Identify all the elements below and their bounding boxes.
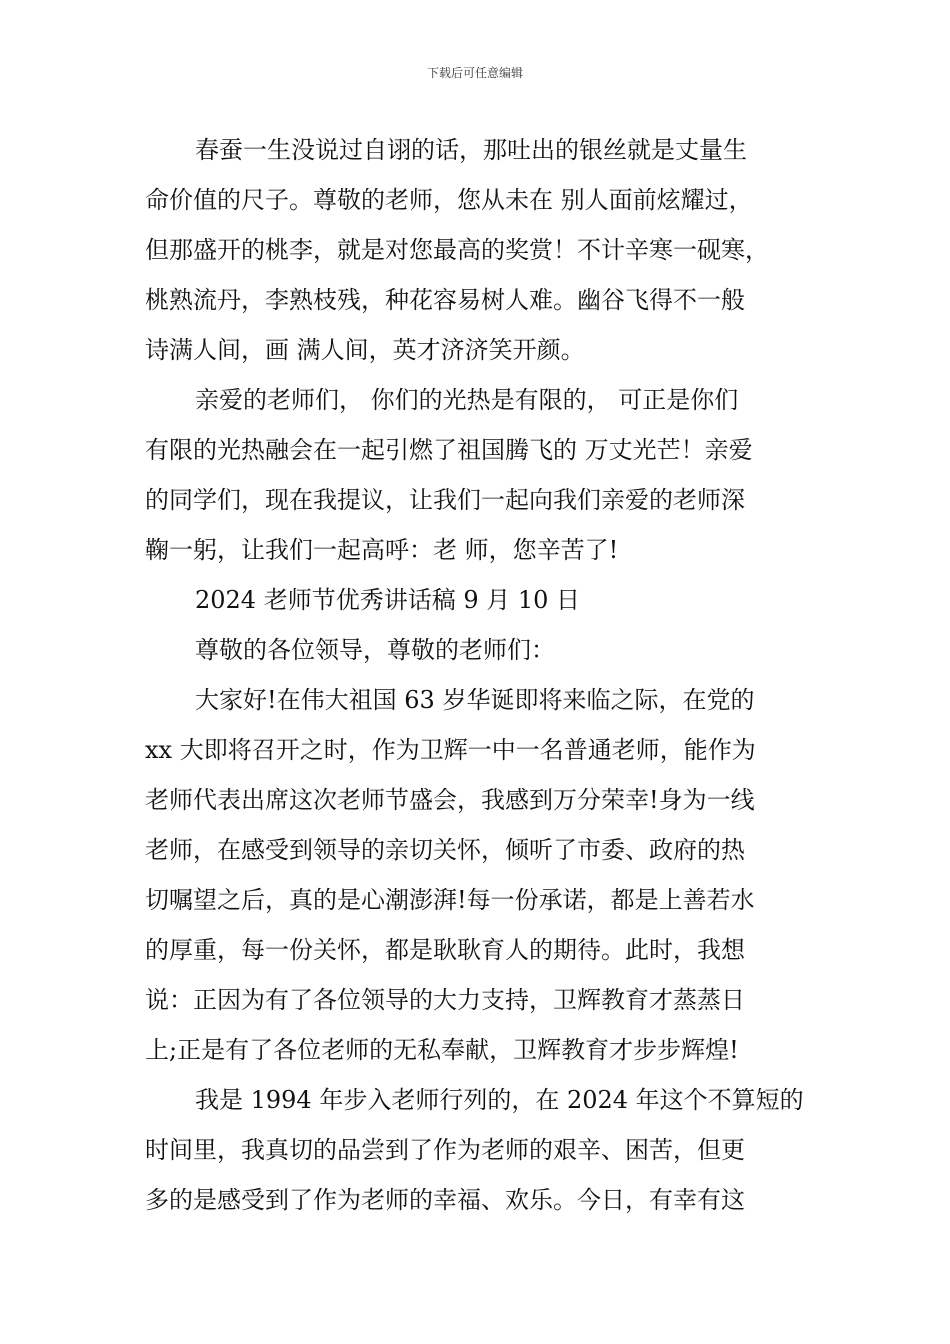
text-line: 但那盛开的桃李，就是对您最高的奖赏！不计辛寒一砚寒， (145, 236, 769, 264)
page-header: 下载后可任意编辑 (426, 66, 523, 80)
section-title: 2024 老师节优秀讲话稿 9 月 10 日 (195, 586, 581, 614)
text-line: 多的是感受到了作为老师的幸福、欢乐。今日，有幸有这 (145, 1186, 745, 1214)
text-line: 命价值的尺子。尊敬的老师，您从未在 别人面前炫耀过， (145, 186, 753, 214)
text-line: 桃熟流丹，李熟枝残，种花容易树人难。幽谷飞得不一般 (145, 286, 745, 314)
text-line: xx 大即将召开之时，作为卫辉一中一名普通老师，能作为 (145, 736, 756, 764)
text-line: 切嘱望之后，真的是心潮澎湃!每一份承诺，都是上善若水 (145, 886, 755, 914)
text-line: 说：正因为有了各位领导的大力支持，卫辉教育才蒸蒸日 (145, 986, 745, 1014)
text-line: 时间里，我真切的品尝到了作为老师的艰辛、困苦，但更 (145, 1136, 745, 1164)
salutation: 尊敬的各位领导，尊敬的老师们： (195, 636, 555, 664)
text-line: 有限的光热融会在一起引燃了祖国腾飞的 万丈光芒！亲爱 (145, 436, 753, 464)
text-line: 老师，在感受到领导的亲切关怀，倾听了市委、政府的热 (145, 836, 745, 864)
text-line: 鞠一躬，让我们一起高呼：老 师，您辛苦了! (145, 536, 619, 564)
text-line: 的同学们，现在我提议，让我们一起向我们亲爱的老师深 (145, 486, 745, 514)
text-line: 我是 1994 年步入老师行列的，在 2024 年这个不算短的 (195, 1086, 804, 1114)
text-line: 春蚕一生没说过自诩的话，那吐出的银丝就是丈量生 (195, 136, 747, 164)
text-line: 的厚重，每一份关怀，都是耿耿育人的期待。此时，我想 (145, 936, 745, 964)
text-line: 诗满人间，画 满人间，英才济济笑开颜。 (145, 336, 585, 364)
text-line: 上;正是有了各位老师的无私奉献，卫辉教育才步步辉煌! (145, 1036, 739, 1064)
text-line: 亲爱的老师们， 你们的光热是有限的， 可正是你们 (195, 386, 739, 414)
text-line: 老师代表出席这次老师节盛会，我感到万分荣幸!身为一线 (145, 786, 755, 814)
text-line: 大家好!在伟大祖国 63 岁华诞即将来临之际，在党的 (195, 686, 755, 714)
document-body (145, 125, 825, 1225)
